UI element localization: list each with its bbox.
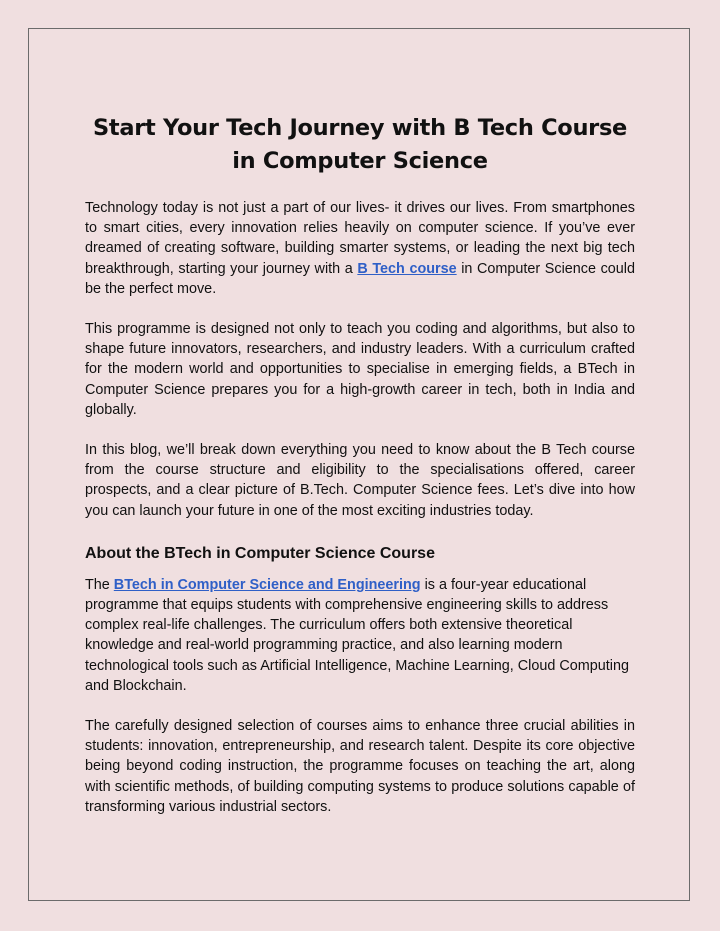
document-title: Start Your Tech Journey with B Tech Course in Computer Science [92,115,628,174]
course-abilities-paragraph: The carefully designed selection of courses aims to enhance three crucial abilities in students: innovation, entrepreneurship, and research talent. Despite its core objective being beyond coding instruction, the programme focuses on teaching the art, along with scientific methods, of building computing systems to produce solutions capable of transforming various industrial sectors. [85,718,635,815]
intro-text-after: in Computer Science could be the perfect move. [85,260,635,297]
blog-overview-paragraph: In this blog, we’ll break down everything you need to know about the B Tech course from the course structure and eligibility to the specialisations offered, career prospects, and a clear picture of B.Tech. Computer Science fees. Let’s dive into how you can launch your future in one of the most exciting industries today. [85,442,635,519]
intro-paragraph [85,198,635,299]
intro-text-before: Technology today is not just a part of our lives- it drives our lives. From smartphones to smart cities, every innovation relies heavily on computer science. If you’ve ever dreamed of creating software, building smarter systems, or leading the next big tech breakthrough, starting your journey with a [85,200,635,277]
course-description-paragraph [85,575,635,696]
course-text-before: The [85,576,114,593]
section-heading: About the BTech in Computer Science Course [85,544,435,562]
btech-cse-link[interactable]: BTech in Computer Science and Engineering [113,576,421,593]
b-tech-course-link[interactable]: B Tech course [357,260,457,277]
programme-paragraph: This programme is designed not only to teach you coding and algorithms, but also to shape future innovators, researchers, and industry leaders. With a curriculum crafted for the modern world and opportunities to specialise in emerging fields, a BTech in Computer Science prepares you for a high-growth career in tech, both in India and globally. [85,321,635,418]
document-body [85,112,635,837]
course-text-after: is a four-year educational programme that equips students with comprehensive engineering skills to address complex real-life challenges. The curriculum offers both extensive theoretical knowledge and real-world programming practice, and also learning modern technological tools such as Artificial Intelligence, Machine Learning, Cloud Computing and Blockchain. [85,576,629,694]
